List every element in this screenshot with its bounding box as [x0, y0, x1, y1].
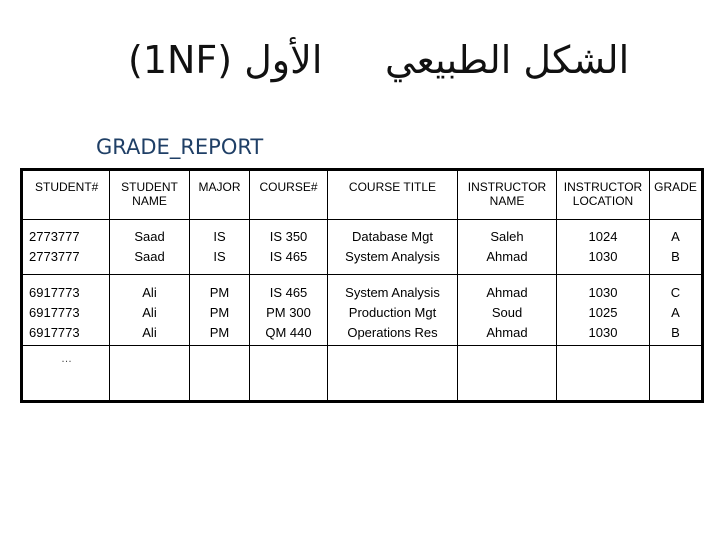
table-cell: System Analysis Production Mgt Operations Res	[328, 275, 458, 346]
table-cell: A B	[650, 220, 703, 275]
title-arabic-left: الأول (1NF)	[128, 38, 323, 82]
table-cell	[458, 346, 557, 402]
table-cell: Ahmad Soud Ahmad	[458, 275, 557, 346]
table-cell	[328, 346, 458, 402]
table-cell	[250, 346, 328, 402]
table-cell: PM PM PM	[190, 275, 250, 346]
table-cell: IS 465 PM 300 QM 440	[250, 275, 328, 346]
header-cell: STUDENT#	[22, 170, 110, 220]
table-cell	[190, 346, 250, 402]
table-cell: Ali Ali Ali	[110, 275, 190, 346]
header-cell: STUDENT NAME	[110, 170, 190, 220]
header-cell: COURSE TITLE	[328, 170, 458, 220]
header-cell: INSTRUCTOR LOCATION	[557, 170, 650, 220]
table-cell: Saad Saad	[110, 220, 190, 275]
table-row	[22, 275, 703, 346]
table-cell: 6917773 6917773 6917773	[22, 275, 110, 346]
header-cell: INSTRUCTOR NAME	[458, 170, 557, 220]
title-arabic-right: الشكل الطبيعي	[385, 38, 630, 82]
table-row-continuation	[22, 346, 703, 402]
table-row	[22, 220, 703, 275]
table-cell	[557, 346, 650, 402]
table-header-row	[22, 170, 703, 220]
table-caption: GRADE_REPORT	[96, 135, 264, 159]
table-cell: Saleh Ahmad	[458, 220, 557, 275]
table-cell: 2773777 2773777	[22, 220, 110, 275]
slide-title	[0, 38, 720, 108]
table-cell: IS 350 IS 465	[250, 220, 328, 275]
table-cell: IS IS	[190, 220, 250, 275]
table-cell: Database Mgt System Analysis	[328, 220, 458, 275]
table-cell	[22, 346, 110, 402]
continuation-ellipsis: …	[61, 353, 72, 365]
table-cell	[110, 346, 190, 402]
table-cell: C A B	[650, 275, 703, 346]
table-cell: 1030 1025 1030	[557, 275, 650, 346]
header-cell: GRADE	[650, 170, 703, 220]
table-cell	[650, 346, 703, 402]
header-cell: MAJOR	[190, 170, 250, 220]
table-cell: 1024 1030	[557, 220, 650, 275]
header-cell: COURSE#	[250, 170, 328, 220]
grade-report-table	[20, 168, 704, 403]
